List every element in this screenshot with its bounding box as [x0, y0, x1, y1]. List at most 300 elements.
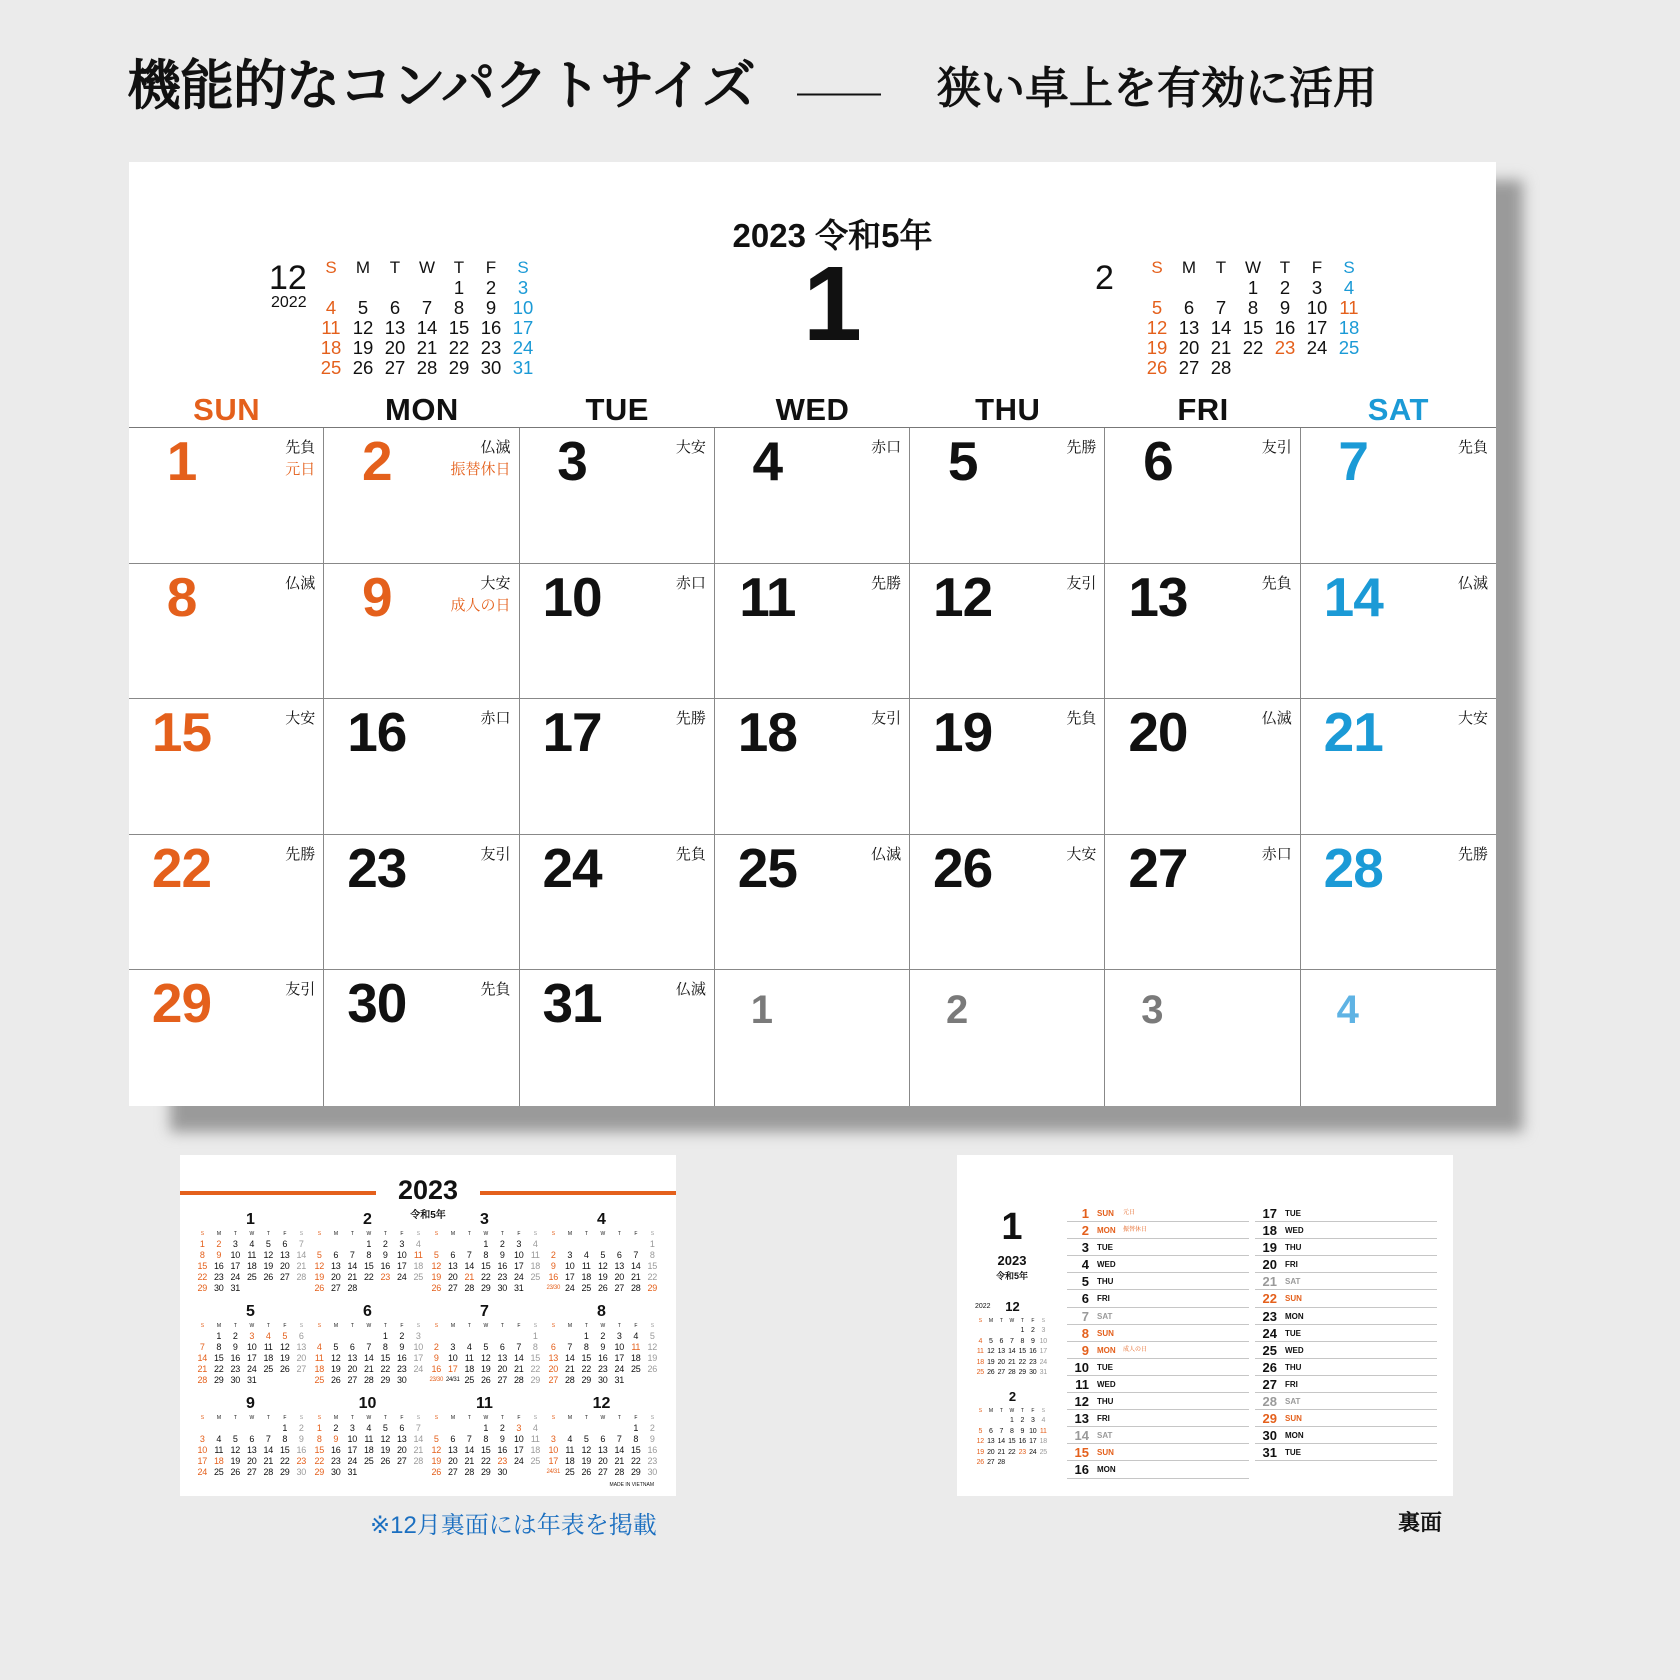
yearly-day	[260, 1283, 277, 1294]
yearly-weekday: T	[584, 1231, 588, 1237]
yearly-day	[194, 1423, 211, 1434]
back-day-number: 24	[1262, 1325, 1277, 1341]
day-cell[interactable]	[129, 835, 324, 971]
back-day-weekday: THU	[1097, 1397, 1114, 1407]
yearly-day: 5	[333, 1342, 339, 1352]
yearly-day: 26	[331, 1375, 341, 1385]
back-day-weekday: WED	[1285, 1345, 1304, 1355]
yearly-day: 17	[514, 1445, 524, 1455]
day-cell[interactable]	[520, 970, 715, 1106]
back-day-row	[1067, 1376, 1249, 1393]
back-mini-day: 7	[1009, 1337, 1014, 1345]
mini-day: 31	[512, 357, 534, 378]
mini-day: 3	[517, 277, 529, 298]
day-cell[interactable]	[1105, 699, 1300, 835]
weekday-wed: WED	[775, 392, 850, 427]
yearly-day	[277, 1283, 294, 1294]
day-cell[interactable]	[324, 835, 519, 971]
yearly-day: 9	[298, 1434, 304, 1444]
yearly-day: 13	[397, 1434, 407, 1444]
weekday-thu: THU	[975, 392, 1041, 427]
yearly-day: 12	[280, 1342, 290, 1352]
day-cell[interactable]	[715, 428, 910, 564]
back-mini-weekday: S	[978, 1408, 982, 1414]
yearly-day: 26	[314, 1283, 324, 1293]
yearly-month	[309, 1395, 426, 1478]
back-mini-weekday: S	[1041, 1318, 1045, 1324]
back-day-weekday: THU	[1097, 1277, 1114, 1287]
yearly-day: 8	[633, 1434, 639, 1444]
back-day-row	[1255, 1410, 1437, 1427]
yearly-day: 14	[413, 1434, 423, 1444]
yearly-day: 15	[647, 1261, 657, 1271]
day-cell[interactable]	[715, 835, 910, 971]
yearly-weekday: T	[383, 1415, 387, 1421]
yearly-weekday: S	[551, 1323, 555, 1329]
day-cell[interactable]	[129, 428, 324, 564]
yearly-day: 5	[483, 1342, 489, 1352]
back-day-number: 10	[1074, 1359, 1089, 1375]
mini-day: 23	[480, 337, 502, 358]
yearly-day	[394, 1467, 411, 1478]
yearly-day: 10	[514, 1250, 524, 1260]
yearly-day: 10	[614, 1342, 624, 1352]
back-mini-weekday: T	[1020, 1318, 1024, 1324]
yearly-day: 2	[382, 1239, 388, 1249]
yearly-day: 23	[647, 1456, 657, 1466]
mini-day: 22	[448, 337, 470, 358]
day-cell[interactable]	[715, 564, 910, 700]
yearly-month-number: 12	[592, 1395, 611, 1412]
yearly-day: 25	[464, 1375, 474, 1385]
back-mini-weekday: F	[1031, 1408, 1035, 1414]
day-number: 15	[151, 701, 212, 764]
yearly-weekday: W	[600, 1323, 605, 1329]
yearly-card-era: 令和5年	[410, 1210, 446, 1221]
mini-day: 2	[485, 277, 497, 298]
yearly-day: 8	[583, 1342, 589, 1352]
yearly-day: 28	[347, 1283, 357, 1293]
back-day-weekday: TUE	[1285, 1328, 1301, 1338]
day-cell[interactable]	[1105, 970, 1300, 1106]
back-mini-day: 6	[999, 1337, 1004, 1345]
back-day-holiday: 成人の日	[1123, 1346, 1148, 1353]
yearly-day	[277, 1375, 294, 1386]
yearly-day: 25	[530, 1456, 540, 1466]
yearly-day: 10	[448, 1353, 458, 1363]
back-day-row	[1255, 1273, 1437, 1290]
back-mini-weekday: T	[999, 1408, 1003, 1414]
yearly-weekday: M	[450, 1323, 455, 1329]
day-cell[interactable]	[715, 699, 910, 835]
yearly-month-grid	[311, 1231, 426, 1294]
yearly-month	[309, 1303, 426, 1386]
yearly-weekday: W	[483, 1415, 488, 1421]
back-day-weekday: FRI	[1097, 1414, 1110, 1424]
yearly-day: 3	[516, 1423, 522, 1433]
day-number: 1	[750, 988, 772, 1033]
yearly-day	[562, 1239, 579, 1250]
yearly-day: 5	[382, 1423, 388, 1433]
back-side-card	[957, 1155, 1453, 1496]
yearly-day	[628, 1239, 645, 1250]
day-cell[interactable]	[129, 699, 324, 835]
yearly-day: 1	[282, 1423, 288, 1433]
yearly-weekday: T	[500, 1415, 504, 1421]
yearly-day: 22	[647, 1272, 657, 1282]
yearly-day: 27	[331, 1283, 341, 1293]
day-cell[interactable]	[1301, 699, 1496, 835]
yearly-day: 28	[296, 1272, 306, 1282]
back-mini-day	[1038, 1458, 1049, 1468]
yearly-day: 26	[431, 1283, 441, 1293]
yearly-day: 6	[600, 1434, 606, 1444]
mini-weekday: T	[453, 258, 465, 277]
day-cell[interactable]	[910, 428, 1105, 564]
yearly-day	[428, 1423, 445, 1434]
yearly-month	[192, 1211, 309, 1294]
yearly-day: 18	[530, 1261, 540, 1271]
yearly-day: 25	[263, 1364, 273, 1374]
yearly-day: 23	[397, 1364, 407, 1374]
back-day-number: 11	[1075, 1376, 1089, 1392]
weekday-mon: MON	[385, 392, 459, 427]
yearly-day: 3	[450, 1342, 456, 1352]
yearly-day: 6	[333, 1250, 339, 1260]
yearly-day: 11	[214, 1445, 224, 1455]
yearly-day: 3	[550, 1434, 556, 1444]
day-number: 12	[933, 565, 993, 628]
yearly-day: 29	[530, 1375, 540, 1385]
yearly-day: 11	[263, 1342, 273, 1352]
yearly-day: 4	[366, 1423, 372, 1433]
yearly-day: 15	[481, 1261, 491, 1271]
back-mini-day: 20	[987, 1448, 995, 1456]
back-day-row	[1255, 1308, 1437, 1325]
yearly-day	[644, 1375, 661, 1386]
yearly-day	[562, 1423, 579, 1434]
day-cell[interactable]	[324, 699, 519, 835]
yearly-day: 16	[431, 1364, 441, 1374]
back-day-row	[1067, 1239, 1249, 1256]
yearly-day: 19	[380, 1445, 390, 1455]
yearly-day	[578, 1239, 595, 1250]
back-mini-day	[1017, 1458, 1028, 1468]
yearly-day	[328, 1331, 345, 1342]
mini-day: 3	[1311, 277, 1323, 298]
day-cell[interactable]	[910, 835, 1105, 971]
yearly-day: 12	[331, 1353, 341, 1363]
yearly-day: 29	[380, 1375, 390, 1385]
day-cell[interactable]	[1105, 428, 1300, 564]
yearly-day: 19	[230, 1456, 240, 1466]
yearly-day: 7	[199, 1342, 205, 1352]
day-cell[interactable]	[1301, 835, 1496, 971]
yearly-day: 21	[464, 1272, 474, 1282]
mini-weekday: W	[418, 258, 436, 277]
back-mini-weekday: M	[988, 1408, 993, 1414]
rokuyo-label: 先勝	[1066, 439, 1097, 456]
day-cell[interactable]	[1105, 564, 1300, 700]
day-cell[interactable]	[1105, 835, 1300, 971]
yearly-weekday: F	[634, 1231, 638, 1237]
headline-main: 機能的なコンパクトサイズ	[127, 53, 755, 117]
yearly-day: 28	[614, 1467, 624, 1477]
yearly-day: 30	[331, 1467, 341, 1477]
yearly-weekday: T	[233, 1415, 237, 1421]
day-cell[interactable]	[520, 835, 715, 971]
yearly-day: 5	[316, 1250, 322, 1260]
mini-day: 24	[1306, 337, 1328, 358]
yearly-day	[260, 1423, 277, 1434]
day-cell[interactable]	[910, 564, 1105, 700]
yearly-day	[478, 1331, 495, 1342]
yearly-weekday: M	[450, 1415, 455, 1421]
headline-sub: 狭い卓上を有効に活用	[937, 64, 1377, 113]
yearly-weekday: M	[567, 1323, 572, 1329]
day-cell[interactable]	[129, 564, 324, 700]
yearly-day: 16	[497, 1261, 507, 1271]
yearly-weekday: S	[416, 1231, 420, 1237]
mini-day: 29	[448, 357, 470, 378]
back-day-weekday: MON	[1097, 1465, 1116, 1475]
yearly-day: 18	[565, 1456, 575, 1466]
yearly-day: 28	[364, 1375, 374, 1385]
yearly-day: 12	[380, 1434, 390, 1444]
yearly-day: 1	[633, 1423, 639, 1433]
yearly-weekday: S	[200, 1231, 204, 1237]
day-cell[interactable]	[715, 970, 910, 1106]
yearly-day: 16	[230, 1353, 240, 1363]
back-mini-day: 3	[1030, 1417, 1035, 1425]
back-mini-day: 17	[1029, 1438, 1037, 1446]
yearly-day: 28	[631, 1283, 641, 1293]
month-number: 1	[803, 245, 862, 363]
yearly-day	[244, 1423, 261, 1434]
rokuyo-label: 先勝	[285, 845, 316, 863]
back-mini-month: 2	[1008, 1389, 1017, 1404]
back-day-row	[1255, 1325, 1437, 1342]
rokuyo-label: 仏滅	[871, 845, 902, 863]
day-cell[interactable]	[520, 428, 715, 564]
yearly-day	[578, 1423, 595, 1434]
day-cell[interactable]	[129, 970, 324, 1106]
back-mini-day: 6	[988, 1427, 993, 1435]
yearly-day: 8	[199, 1250, 205, 1260]
day-cell[interactable]	[1301, 428, 1496, 564]
yearly-day	[244, 1283, 261, 1294]
back-day-number: 17	[1262, 1206, 1277, 1221]
yearly-day: 10	[247, 1342, 257, 1352]
rokuyo-label: 先負	[285, 439, 316, 456]
mini-day: 18	[1338, 317, 1360, 338]
mini-weekday: S	[1343, 258, 1355, 277]
yearly-day: 31	[347, 1467, 357, 1477]
back-day-number: 18	[1262, 1223, 1277, 1239]
yearly-day: 3	[199, 1434, 205, 1444]
yearly-day: 21	[296, 1261, 306, 1271]
back-day-weekday: FRI	[1285, 1260, 1298, 1270]
mini-weekday: T	[1279, 258, 1291, 277]
back-day-weekday: FRI	[1097, 1294, 1110, 1304]
yearly-day: 20	[247, 1456, 257, 1466]
day-cell[interactable]	[520, 564, 715, 700]
back-mini-day: 11	[1039, 1427, 1047, 1435]
yearly-day: 4	[466, 1342, 472, 1352]
back-day-number: 8	[1081, 1325, 1089, 1341]
yearly-day: 5	[649, 1331, 655, 1341]
back-day-row	[1255, 1427, 1437, 1444]
yearly-weekday: T	[500, 1323, 504, 1329]
back-mini-day: 16	[1018, 1438, 1026, 1446]
yearly-day: 21	[514, 1364, 524, 1374]
back-day-number: 13	[1074, 1411, 1089, 1427]
yearly-day: 29	[631, 1467, 641, 1477]
mini-day: 28	[416, 357, 438, 378]
yearly-day: 17	[413, 1353, 423, 1363]
yearly-day: 1	[216, 1331, 222, 1341]
back-day-row	[1067, 1410, 1249, 1427]
yearly-day: 27	[614, 1283, 624, 1293]
back-mini-month: 12	[1005, 1299, 1020, 1314]
yearly-day: 9	[499, 1250, 505, 1260]
yearly-day: 13	[448, 1445, 458, 1455]
rokuyo-label: 大安	[1066, 845, 1097, 863]
mini-day: 7	[421, 297, 433, 318]
yearly-day: 13	[497, 1353, 507, 1363]
back-day-weekday: SUN	[1285, 1294, 1302, 1304]
yearly-day: 26	[431, 1467, 441, 1477]
yearly-weekday: S	[650, 1231, 654, 1237]
yearly-day: 27	[280, 1272, 290, 1282]
yearly-day: 23	[214, 1272, 224, 1282]
day-number: 3	[1141, 988, 1163, 1033]
yearly-day: 5	[583, 1434, 589, 1444]
yearly-day: 10	[197, 1445, 207, 1455]
yearly-weekday: T	[266, 1231, 270, 1237]
yearly-day: 26	[230, 1467, 240, 1477]
yearly-day: 2	[232, 1331, 238, 1341]
yearly-day: 3	[399, 1239, 405, 1249]
day-cell[interactable]	[324, 428, 519, 564]
back-mini-day: 22	[1008, 1448, 1016, 1456]
mini-day: 6	[389, 297, 401, 318]
yearly-day: 10	[565, 1261, 575, 1271]
back-mini-day: 22	[1018, 1358, 1026, 1366]
back-day-number: 31	[1262, 1445, 1277, 1461]
yearly-month-grid	[194, 1415, 309, 1478]
yearly-day: 5	[265, 1239, 271, 1249]
yearly-weekday: W	[600, 1231, 605, 1237]
mini-day: 13	[1178, 317, 1200, 338]
yearly-day: 26	[581, 1467, 591, 1477]
mini-month-number: 12	[269, 259, 307, 297]
yearly-day: 8	[382, 1342, 388, 1352]
back-day-weekday: SUN	[1097, 1328, 1114, 1338]
yearly-day: 27	[497, 1375, 507, 1385]
back-mini-day	[1028, 1458, 1039, 1468]
yearly-day: 9	[232, 1342, 238, 1352]
yearly-day: 8	[649, 1250, 655, 1260]
mini-day: 25	[1338, 337, 1360, 358]
yearly-day	[494, 1331, 511, 1342]
yearly-day: 16	[497, 1445, 507, 1455]
day-cell[interactable]	[910, 699, 1105, 835]
yearly-day: 22	[280, 1456, 290, 1466]
yearly-day: 10	[230, 1250, 240, 1260]
yearly-weekday: F	[400, 1415, 404, 1421]
back-mini-day: 5	[988, 1337, 993, 1345]
mini-day	[347, 278, 379, 298]
yearly-day: 25	[214, 1467, 224, 1477]
yearly-day: 1	[316, 1423, 322, 1433]
back-mini-day: 25	[1039, 1448, 1047, 1456]
yearly-day: 7	[516, 1342, 522, 1352]
yearly-weekday: T	[383, 1323, 387, 1329]
yearly-month-grid	[428, 1415, 543, 1478]
mini-day: 9	[1279, 297, 1291, 318]
mini-day: 14	[1210, 317, 1232, 338]
mini-day: 1	[453, 277, 465, 298]
day-cell[interactable]	[324, 970, 519, 1106]
yearly-weekday: T	[350, 1231, 354, 1237]
yearly-weekday: T	[350, 1323, 354, 1329]
back-day-row	[1067, 1359, 1249, 1376]
back-mini-day	[986, 1416, 997, 1426]
yearly-day: 11	[314, 1353, 324, 1363]
yearly-day: 21	[565, 1364, 575, 1374]
yearly-day	[377, 1467, 394, 1478]
back-mini-day: 9	[1020, 1427, 1025, 1435]
yearly-month-number: 11	[476, 1395, 493, 1412]
rokuyo-label: 友引	[871, 710, 902, 728]
yearly-day: 20	[448, 1272, 458, 1282]
day-cell[interactable]	[324, 564, 519, 700]
yearly-day: 8	[316, 1434, 322, 1444]
yearly-day	[311, 1239, 328, 1250]
yearly-day: 11	[530, 1434, 540, 1444]
day-cell[interactable]	[1301, 970, 1496, 1106]
day-number: 22	[151, 836, 212, 899]
yearly-day: 31	[614, 1375, 624, 1385]
yearly-day	[545, 1239, 562, 1250]
day-cell[interactable]	[1301, 564, 1496, 700]
rokuyo-label: 先勝	[1457, 845, 1488, 863]
yearly-day: 25	[314, 1375, 324, 1385]
back-mini-day: 15	[1018, 1348, 1026, 1356]
yearly-weekday: T	[266, 1323, 270, 1329]
back-mini-day: 4	[1041, 1417, 1046, 1425]
day-number: 23	[347, 836, 407, 899]
rokuyo-label: 先勝	[871, 574, 902, 592]
yearly-weekday: W	[249, 1323, 254, 1329]
day-cell[interactable]	[520, 699, 715, 835]
yearly-day: 5	[282, 1331, 288, 1341]
day-cell[interactable]	[910, 970, 1105, 1106]
day-number: 29	[151, 972, 212, 1035]
accent-line	[180, 1191, 376, 1195]
yearly-weekday: T	[500, 1231, 504, 1237]
back-day-number: 5	[1081, 1274, 1089, 1290]
back-mini-day: 27	[997, 1368, 1005, 1376]
yearly-day: 1	[649, 1239, 655, 1249]
back-day-number: 23	[1262, 1308, 1277, 1324]
mini-weekday: S	[1151, 258, 1163, 277]
yearly-day: 18	[263, 1353, 273, 1363]
back-mini-day: 14	[997, 1438, 1005, 1446]
yearly-weekday: S	[299, 1415, 303, 1421]
back-day-row	[1255, 1444, 1437, 1461]
